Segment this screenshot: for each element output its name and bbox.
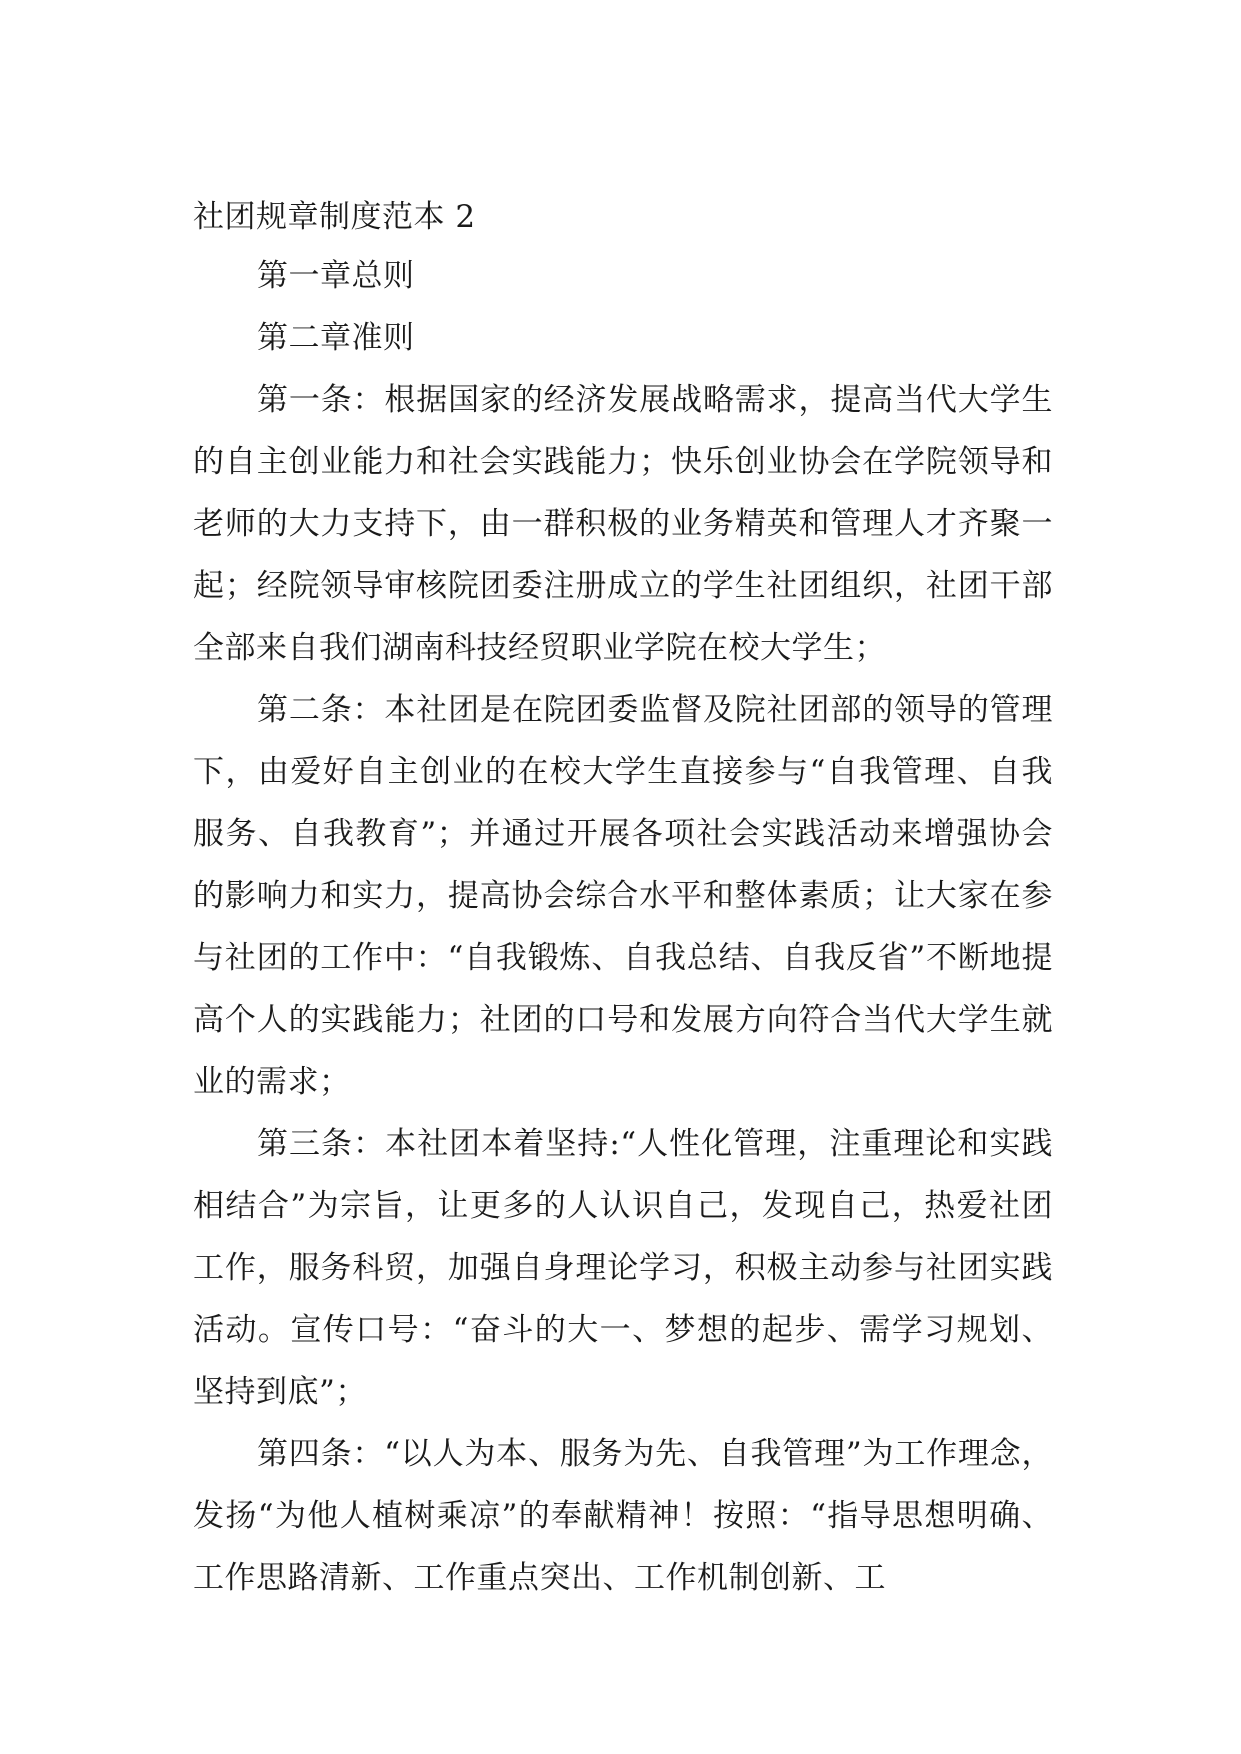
chapter-heading-2: 第二章准则 [257, 320, 415, 356]
article-paragraph-3: 第三条：本社团本着坚持:“人性化管理，注重理论和实践相结合”为宗旨，让更多的人认识自己，发现自己，热爱社团工作，服务科贸，加强自身理论学习，积极主动参与社团实践活动。宣传口号：“奋斗的大一、梦想的起步、需学习规划、坚持到底”； [193, 1126, 1053, 1410]
document-title: 社团规章制度范本 2 [193, 199, 476, 235]
article-paragraph-1: 第一条：根据国家的经济发展战略需求，提高当代大学生的自主创业能力和社会实践能力；快乐创业协会在学院领导和老师的大力支持下，由一群积极的业务精英和管理人才齐聚一起；经院领导审核院团委注册成立的学生社团组织，社团干部全部来自我们湖南科技经贸职业学院在校大学生； [193, 382, 1053, 666]
document-page [193, 190, 1053, 1609]
article-paragraph-4: 第四条：“以人为本、服务为先、自我管理”为工作理念，发扬“为他人植树乘凉”的奉献精神！按照：“指导思想明确、工作思路清新、工作重点突出、工作机制创新、工 [193, 1436, 1053, 1596]
article-paragraph-2: 第二条：本社团是在院团委监督及院社团部的领导的管理下，由爱好自主创业的在校大学生直接参与“自我管理、自我服务、自我教育”；并通过开展各项社会实践活动来增强协会的影响力和实力，提高协会综合水平和整体素质；让大家在参与社团的工作中：“自我锻炼、自我总结、自我反省”不断地提高个人的实践能力；社团的口号和发展方向符合当代大学生就业的需求； [193, 692, 1053, 1100]
chapter-heading-1: 第一章总则 [257, 258, 415, 294]
